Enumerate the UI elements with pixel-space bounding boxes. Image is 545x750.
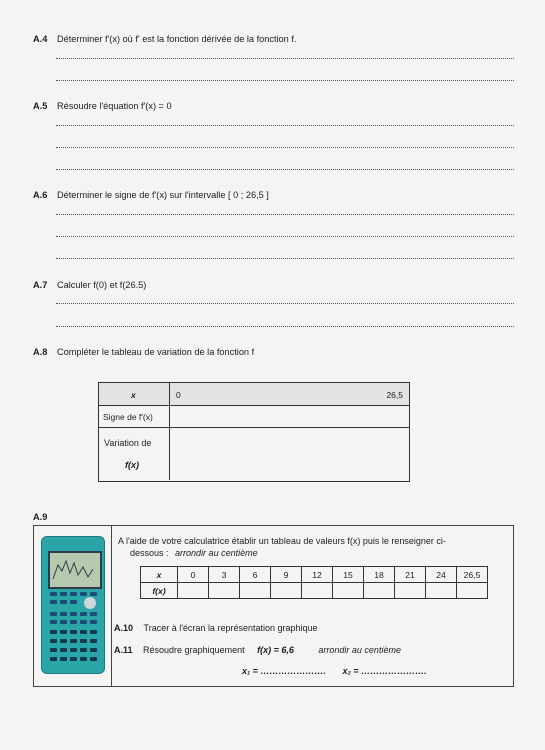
answer-line xyxy=(56,236,514,237)
fx-values-row xyxy=(141,583,488,599)
question-number: A.7 xyxy=(33,280,48,290)
a11-rounding-note: arrondir au centième xyxy=(318,645,401,655)
variation-fx: f(x) xyxy=(125,460,139,470)
answer-line xyxy=(56,125,514,126)
sign-label-cell xyxy=(99,405,170,427)
answer-line xyxy=(56,169,514,170)
calculator-screen xyxy=(48,551,102,589)
x2-answer[interactable]: x₂ = …………………. xyxy=(342,666,427,676)
fx-value-cell[interactable] xyxy=(395,583,426,599)
x-value-cell: 26,5 xyxy=(457,567,488,583)
question-number: A.4 xyxy=(33,34,48,44)
a9-rounding-note: arrondir au centième xyxy=(175,548,258,558)
x-header: x xyxy=(131,390,136,400)
question-text: Déterminer le signe de f'(x) sur l'intervalle [ 0 ; 26,5 ] xyxy=(57,190,269,200)
fx-value-cell[interactable] xyxy=(364,583,395,599)
fx-label-cell: f(x) xyxy=(141,583,178,599)
x-value-cell: 21 xyxy=(395,567,426,583)
calculator-icon xyxy=(41,536,105,674)
question-text: Tracer à l'écran la représentation graphique xyxy=(143,623,318,633)
calculator-exercise-box xyxy=(33,525,514,687)
values-table xyxy=(140,566,488,599)
x-value-cell: 18 xyxy=(364,567,395,583)
variation-table xyxy=(98,382,410,482)
x-header-cell xyxy=(99,383,170,405)
fx-value-cell[interactable] xyxy=(209,583,240,599)
question-a6 xyxy=(33,190,269,200)
question-text: Résoudre l'équation f'(x) = 0 xyxy=(57,101,172,111)
question-text: Déterminer f'(x) où f' est la fonction dérivée de la fonction f. xyxy=(57,34,297,44)
question-number: A.6 xyxy=(33,190,48,200)
question-a5 xyxy=(33,101,172,111)
x-row xyxy=(99,383,409,406)
fx-value-cell[interactable] xyxy=(178,583,209,599)
variation-row xyxy=(99,428,409,480)
question-a7 xyxy=(33,280,146,290)
question-text: Compléter le tableau de variation de la fonction f xyxy=(57,347,255,357)
x-end[interactable]: 26,5 xyxy=(386,390,403,400)
answer-line xyxy=(56,326,514,327)
question-a11 xyxy=(114,645,401,655)
question-number: A.5 xyxy=(33,101,48,111)
a11-answers xyxy=(242,666,427,676)
x-values-cell xyxy=(170,383,409,405)
answer-line xyxy=(56,58,514,59)
question-a4 xyxy=(33,34,296,44)
answer-line xyxy=(56,303,514,304)
answer-line xyxy=(56,80,514,81)
fx-value-cell[interactable] xyxy=(302,583,333,599)
x-value-cell: 12 xyxy=(302,567,333,583)
question-number: A.8 xyxy=(33,347,48,357)
variation-label-cell xyxy=(99,428,170,480)
a9-intro-text: dessous : xyxy=(130,548,169,558)
x-value-cell: 3 xyxy=(209,567,240,583)
x-values-row xyxy=(141,567,488,583)
answer-line xyxy=(56,214,514,215)
fx-value-cell[interactable] xyxy=(333,583,364,599)
answer-line xyxy=(56,147,514,148)
fx-value-cell[interactable] xyxy=(240,583,271,599)
x-value-cell: 24 xyxy=(426,567,457,583)
question-number: A.11 xyxy=(114,645,133,655)
x-value-cell: 9 xyxy=(271,567,302,583)
x-label-cell: x xyxy=(141,567,178,583)
sign-row xyxy=(99,405,409,428)
fx-value-cell[interactable] xyxy=(457,583,488,599)
answer-line xyxy=(56,258,514,259)
variation-label: Variation de xyxy=(104,438,152,448)
question-a10 xyxy=(114,623,318,633)
a9-intro-line1: A l'aide de votre calculatrice établir un tableau de valeurs f(x) puis le renseigner ci- xyxy=(118,536,446,546)
x1-answer[interactable]: x₁ = …………………. xyxy=(242,666,326,676)
x-value-cell: 0 xyxy=(178,567,209,583)
sign-label: Signe de f'(x) xyxy=(103,412,153,422)
calculator-cell xyxy=(34,526,112,686)
question-text: Calculer f(0) et f(26.5) xyxy=(57,280,147,290)
fx-value-cell[interactable] xyxy=(426,583,457,599)
question-a9-number: A.9 xyxy=(33,512,48,522)
x-start[interactable]: 0 xyxy=(176,390,181,400)
question-number: A.10 xyxy=(114,623,134,633)
fx-value-cell[interactable] xyxy=(271,583,302,599)
a9-intro-line2 xyxy=(130,548,258,558)
question-a8 xyxy=(33,347,254,357)
x-value-cell: 15 xyxy=(333,567,364,583)
a11-equation: f(x) = 6,6 xyxy=(257,645,294,655)
question-text: Résoudre graphiquement xyxy=(143,645,245,655)
x-value-cell: 6 xyxy=(240,567,271,583)
